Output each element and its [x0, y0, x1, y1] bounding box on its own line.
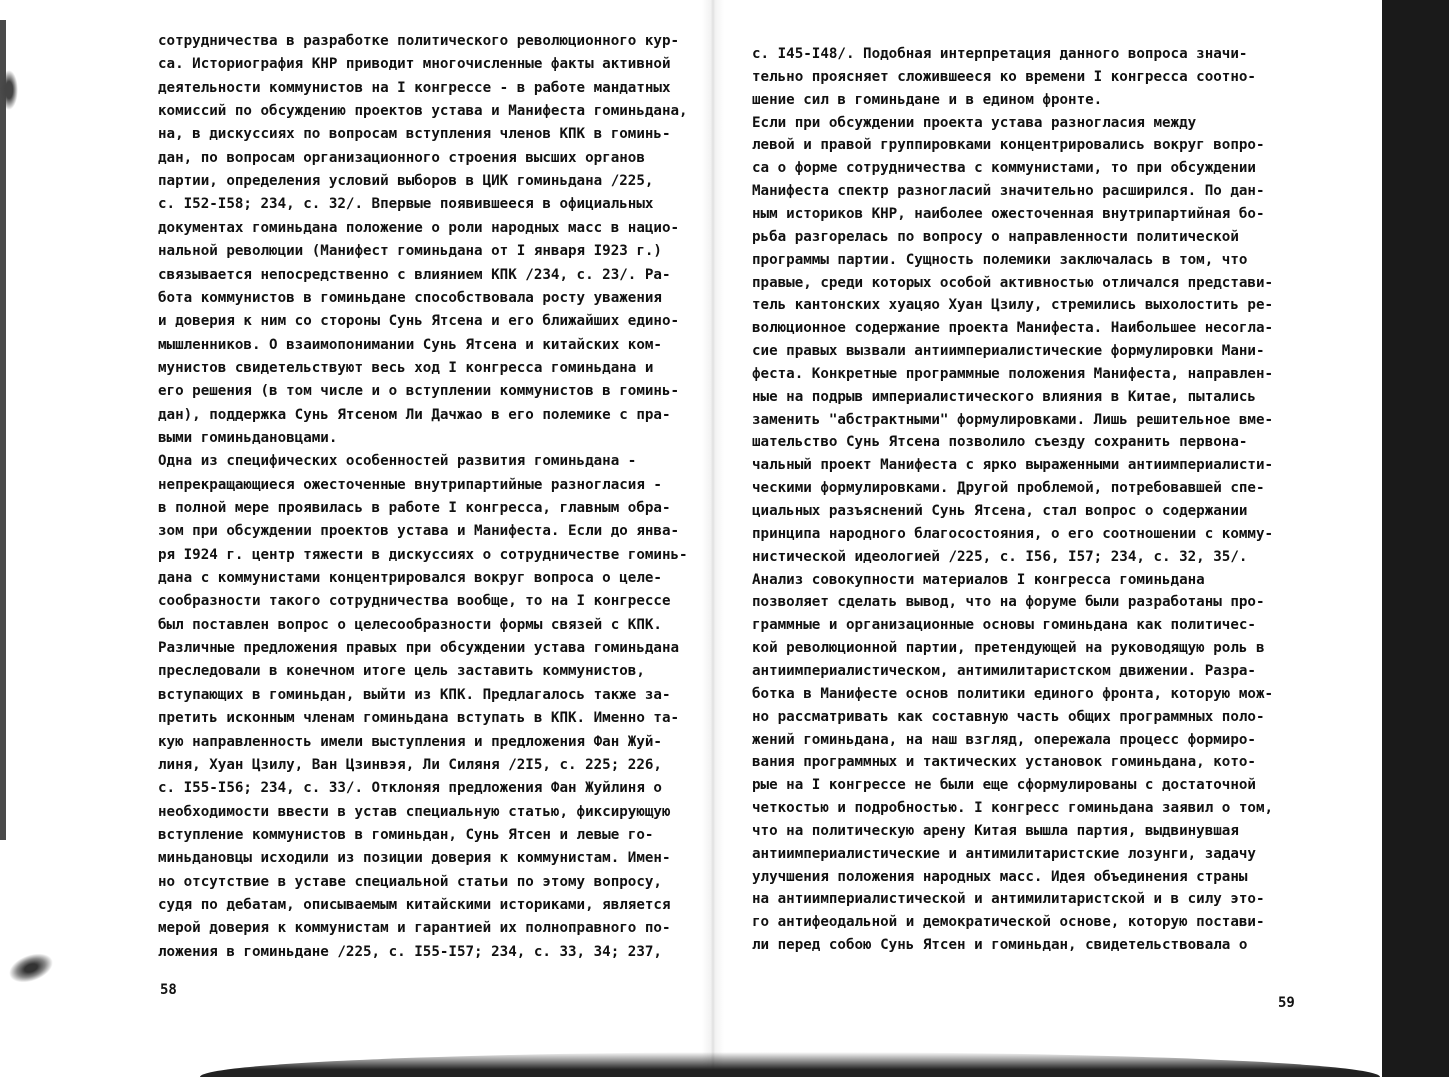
- text-line: са. Историография КНР приводит многочисленные факты активной: [158, 56, 671, 73]
- book-gutter: [702, 0, 724, 1077]
- left-page-number: 58: [160, 982, 177, 998]
- text-line: рые на I конгрессе не были еще сформулированы с достаточной: [752, 777, 1256, 794]
- text-line: шательство Сунь Ятсена позволило съезду сохранить первона-: [752, 434, 1248, 451]
- text-line: претить исконным членам гоминьдана вступать в КПК. Именно та-: [158, 710, 680, 727]
- text-line: волюционное содержание проекта Манифеста. Наибольшее несогла-: [752, 320, 1274, 337]
- text-line: позволяет сделать вывод, что на форуме были разработаны про-: [752, 594, 1265, 611]
- text-line: бота коммунистов в гоминьдане способствовала росту уважения: [158, 289, 662, 306]
- text-line: нистической идеологией /225, с. I56, I57; 234, с. 32, 35/.: [752, 548, 1248, 565]
- text-line: антиимпериалистическом, антимилитаристском движении. Разра-: [752, 662, 1256, 679]
- text-line: тель кантонских хуацяо Хуан Цзилу, стремились выхолостить ре-: [752, 297, 1274, 314]
- text-line: в полной мере проявилась в работе I конгресса, главным обра-: [158, 500, 671, 516]
- text-line: мерой доверия к коммунистам и гарантией их полноправного по-: [158, 920, 671, 937]
- text-line: дана с коммунистами концентрировался вокруг вопроса о целе-: [158, 570, 662, 587]
- scan-edge-left: [0, 20, 26, 840]
- text-line: Манифеста спектр разногласий значительно расширился. По дан-: [752, 183, 1265, 200]
- text-line: са о форме сотрудничества с коммунистами, то при обсуждении: [752, 160, 1256, 177]
- text-line: антиимпериалистические и антимилитаристские лозунги, задачу: [752, 845, 1256, 862]
- text-line: дан, по вопросам организационного строения высших органов: [158, 149, 645, 166]
- text-line: Анализ совокупности материалов I конгресса гоминьдана: [752, 571, 1205, 588]
- text-line: непрекращающиеся ожесточенные внутрипартийные разногласия -: [158, 476, 662, 493]
- text-line: правые, среди которых особой активностью отличался представи-: [752, 274, 1274, 291]
- text-line: что на политическую арену Китая вышла партия, выдвинувшая: [752, 822, 1239, 839]
- scan-edge-right: [1378, 0, 1449, 1077]
- text-line: шение сил в гоминьдане и в едином фронте.: [752, 91, 1103, 108]
- scan-speck: [5, 948, 57, 988]
- text-line: нальной революции (Манифест гоминьдана от I января I923 г.): [158, 243, 662, 260]
- scan-bottom-shadow: [200, 1052, 1380, 1077]
- text-line: и доверия к ним со стороны Сунь Ятсена и его ближайших едино-: [158, 313, 680, 330]
- text-line: ложения в гоминьдане /225, с. I55-I57; 234, с. 33, 34; 237,: [158, 943, 662, 960]
- text-line: тельно проясняет сложившееся ко времени I конгресса соотно-: [752, 68, 1256, 85]
- text-line: принципа народного благосостояния, о его соотношении с комму-: [752, 525, 1274, 542]
- text-line: кой революционной партии, претендующей на руководящую роль в: [752, 640, 1265, 657]
- text-line: но отсутствие в уставе специальной статьи по этому вопросу,: [158, 873, 662, 890]
- text-line: с. I55-I56; 234, с. 33/. Отклоняя предложения Фан Жуйлиня о: [158, 780, 662, 797]
- text-line: судя по дебатам, описываемым китайскими историками, является: [158, 896, 671, 913]
- text-line: ческими формулировками. Другой проблемой, потребовавшей спе-: [752, 480, 1265, 497]
- text-line: улучшения положения народных масс. Идея объединения страны: [752, 868, 1248, 885]
- text-line: граммные и организационные основы гоминьдана как политичес-: [752, 617, 1256, 634]
- text-line: программы партии. Сущность полемики заключалась в том, что: [752, 251, 1248, 268]
- text-line: вступление коммунистов в гоминьдан, Сунь Ятсен и левые го-: [158, 826, 654, 843]
- scan-speck: [0, 70, 18, 110]
- text-line: жений гоминьдана, на наш взгляд, опережала процесс формиро-: [752, 731, 1256, 748]
- text-line: сие правых вызвали антиимпериалистические формулировки Мани-: [752, 343, 1265, 360]
- text-line: миньдановцы исходили из позиции доверия к коммунистам. Имен-: [158, 850, 671, 867]
- text-line: его решения (в том числе и о вступлении коммунистов в гоминь-: [158, 383, 680, 400]
- text-line: но рассматривать как составную часть общих программных поло-: [752, 708, 1265, 725]
- text-line: мышленников. О взаимопонимании Сунь Ятсена и китайских ком-: [158, 336, 662, 353]
- text-line: связывается непосредственно с влиянием КПК /234, с. 23/. Ра-: [158, 266, 671, 283]
- text-line: был поставлен вопрос о целесообразности формы связей с КПК.: [158, 616, 662, 633]
- text-line: зом при обсуждении проектов устава и Манифеста. Если до янва-: [158, 523, 680, 540]
- text-line: ли перед собою Сунь Ятсен и гоминьдан, свидетельствовала о: [752, 937, 1248, 954]
- text-line: партии, определения условий выборов в ЦИК гоминьдана /225,: [158, 173, 654, 190]
- text-line: ря I924 г. центр тяжести в дискуссиях о сотрудничестве гоминь-: [158, 546, 688, 563]
- text-line: го антифеодальной и демократической основе, которую постави-: [752, 914, 1265, 931]
- text-line: Различные предложения правых при обсуждении устава гоминьдана: [158, 640, 680, 657]
- text-line: деятельности коммунистов на I конгрессе - в работе мандатных: [158, 79, 671, 96]
- text-line: ным историков КНР, наиболее ожесточенная внутрипартийная бо-: [752, 205, 1265, 222]
- text-line: четкостью и подробностью. I конгресс гоминьдана заявил о том,: [752, 800, 1274, 817]
- text-line: преследовали в конечном итоге цель заставить коммунистов,: [158, 663, 645, 680]
- text-line: вступающих в гоминьдан, выйти из КПК. Предлагалось также за-: [158, 686, 671, 703]
- text-line: ные на подрыв империалистического влияния в Китае, пытались: [752, 388, 1256, 405]
- right-page-number: 59: [1278, 995, 1295, 1011]
- text-line: ботка в Манифесте основ политики единого фронта, которую мож-: [752, 685, 1274, 702]
- text-line: сотрудничества в разработке политического революционного кур-: [158, 33, 680, 49]
- text-line: кую направленность имели выступления и предложения Фан Жуй-: [158, 733, 662, 750]
- text-line: левой и правой группировками концентрировались вокруг вопро-: [752, 137, 1265, 154]
- text-line: с. I52-I58; 234, с. 32/. Впервые появившееся в официальных: [158, 196, 654, 213]
- text-line: комиссий по обсуждению проектов устава и Манифеста гоминьдана,: [158, 103, 688, 120]
- text-line: сообразности такого сотрудничества вообще, то на I конгрессе: [158, 593, 671, 610]
- text-line: заменить "абстрактными" формулировками. Лишь решительное вме-: [752, 411, 1274, 428]
- text-line: на антиимпериалистической и антимилитаристской и в силу это-: [752, 891, 1265, 908]
- text-line: мунистов свидетельствуют весь ход I конгресса гоминьдана и: [158, 359, 654, 376]
- text-line: феста. Конкретные программные положения Манифеста, направлен-: [752, 365, 1274, 382]
- text-line: выми гоминьдановцами.: [158, 429, 338, 446]
- text-line: циальных разъяснений Сунь Ятсена, стал вопрос о содержании: [752, 503, 1248, 519]
- text-line: Одна из специфических особенностей развития гоминьдана -: [158, 453, 637, 470]
- text-line: чальный проект Манифеста с ярко выраженными антиимпериалисти-: [752, 457, 1274, 474]
- text-line: линя, Хуан Цзилу, Ван Цзинвэя, Ли Силяня /2I5, с. 225; 226,: [158, 756, 662, 773]
- text-line: вания программных и тактических установок гоминьдана, кото-: [752, 754, 1256, 771]
- text-line: необходимости ввести в устав специальную статью, фиксирующую: [158, 803, 671, 820]
- text-line: дан), поддержка Сунь Ятсеном Ли Дачжао в его полемике с пра-: [158, 406, 671, 423]
- text-line: с. I45-I48/. Подобная интерпретация данного вопроса значи-: [752, 46, 1248, 62]
- text-line: Если при обсуждении проекта устава разногласия между: [752, 114, 1197, 131]
- text-line: на, в дискуссиях по вопросам вступления членов КПК в гоминь-: [158, 126, 671, 143]
- text-line: рьба разгорелась по вопросу о направленности политической: [752, 228, 1239, 245]
- text-line: документах гоминьдана положение о роли народных масс в нацио-: [158, 219, 680, 236]
